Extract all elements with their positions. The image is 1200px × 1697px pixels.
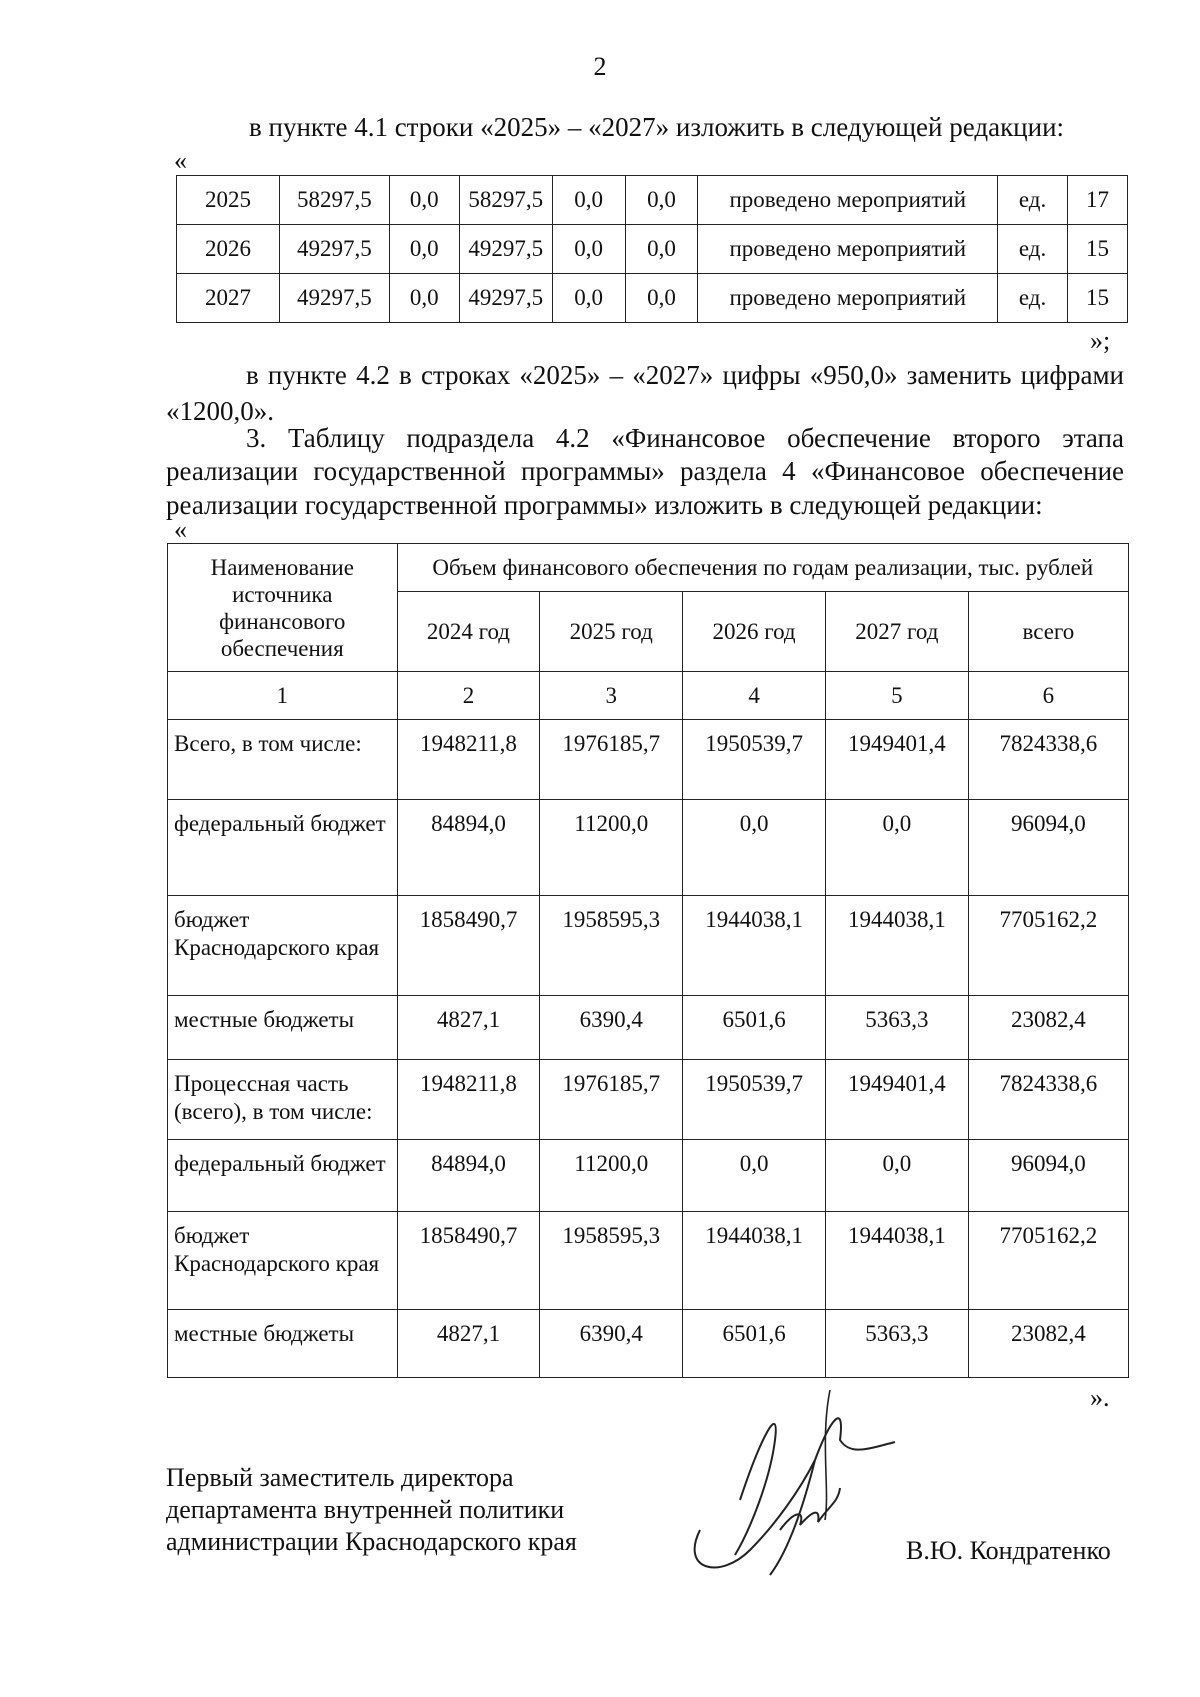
amount-cell: 0,0 [683,800,826,896]
paragraph-3-line-1: 3. Таблицу подраздела 4.2 «Финансовое обеспечение второго этапа [246,423,1124,453]
amount-cell: 84894,0 [397,800,540,896]
indicator-cell: 0,0 [389,176,459,225]
indicator-cell: проведено мероприятий [698,274,998,323]
volume-header: Объем финансового обеспечения по годам реализации, тыс. рублей [397,544,1128,592]
total-header: всего [968,592,1128,672]
indicator-cell: проведено мероприятий [698,225,998,274]
indicator-cell: 0,0 [552,176,625,225]
financing-row [168,800,1129,896]
indicator-cell: 58297,5 [459,176,552,225]
indicator-cell: 49297,5 [459,274,552,323]
column-number: 2 [397,672,540,720]
intro-paragraph-1: в пункте 4.1 строки «2025» – «2027» изложить в следующей редакции: [249,112,1065,142]
paragraph-2-line-1: в пункте 4.2 в строках «2025» – «2027» цифры «950,0» заменить цифрами [246,360,1124,390]
amount-cell: 0,0 [825,800,968,896]
handwritten-signature [680,1380,920,1600]
source-name-cell: местные бюджеты [168,1310,398,1378]
financing-row [168,1060,1129,1140]
indicator-cell: 0,0 [552,225,625,274]
column-number: 4 [683,672,826,720]
financing-row [168,1310,1129,1378]
amount-cell: 1950539,7 [683,1060,826,1140]
source-name-cell: бюджет Краснодарского края [168,896,398,996]
opening-quote-1: « [174,146,187,175]
amount-cell: 1976185,7 [540,1060,683,1140]
amount-cell: 4827,1 [397,996,540,1060]
amount-cell: 7705162,2 [968,1212,1128,1310]
indicator-cell: ед. [998,176,1068,225]
indicator-cell: 49297,5 [459,225,552,274]
financing-row [168,996,1129,1060]
year-header: 2025 год [540,592,683,672]
signer-position-line-2: департамента внутренней политики [166,1495,565,1524]
amount-cell: 6501,6 [683,996,826,1060]
source-name-cell: федеральный бюджет [168,1140,398,1212]
amount-cell: 11200,0 [540,800,683,896]
indicator-row [177,225,1128,274]
amount-cell: 1858490,7 [397,896,540,996]
amount-cell: 6390,4 [540,996,683,1060]
amount-cell: 1950539,7 [683,720,826,800]
amount-cell: 0,0 [825,1140,968,1212]
signer-name: В.Ю. Кондратенко [906,1536,1111,1565]
amount-cell: 1949401,4 [825,1060,968,1140]
indicator-cell: 2025 [177,176,280,225]
indicator-cell: 2027 [177,274,280,323]
paragraph-3-line-3: реализации государственной программы» изложить в следующей редакции: [166,490,1043,520]
year-header: 2026 год [683,592,826,672]
amount-cell: 1944038,1 [683,896,826,996]
amount-cell: 0,0 [683,1140,826,1212]
indicator-cell: 17 [1067,176,1127,225]
indicator-cell: 0,0 [389,274,459,323]
year-header: 2024 год [397,592,540,672]
indicator-cell: проведено мероприятий [698,176,998,225]
amount-cell: 11200,0 [540,1140,683,1212]
indicator-cell: 0,0 [389,225,459,274]
closing-quote-1: »; [1090,326,1111,355]
indicator-cell: ед. [998,274,1068,323]
amount-cell: 1958595,3 [540,1212,683,1310]
source-name-cell: местные бюджеты [168,996,398,1060]
amount-cell: 23082,4 [968,1310,1128,1378]
source-name-cell: Всего, в том числе: [168,720,398,800]
indicator-cell: 0,0 [625,225,698,274]
amount-cell: 96094,0 [968,800,1128,896]
amount-cell: 1976185,7 [540,720,683,800]
amount-cell: 4827,1 [397,1310,540,1378]
financing-row [168,1212,1129,1310]
indicator-cell: 15 [1067,225,1127,274]
amount-cell: 1948211,8 [397,720,540,800]
closing-quote-2: ». [1090,1383,1110,1412]
source-name-cell: бюджет Краснодарского края [168,1212,398,1310]
indicator-cell: 58297,5 [279,176,389,225]
amount-cell: 7824338,6 [968,720,1128,800]
financing-row [168,720,1129,800]
indicator-cell: ед. [998,225,1068,274]
paragraph-2-line-2: «1200,0». [166,396,274,426]
page-number: 2 [593,52,607,81]
amount-cell: 5363,3 [825,1310,968,1378]
amount-cell: 96094,0 [968,1140,1128,1212]
amount-cell: 7824338,6 [968,1060,1128,1140]
financing-table [167,543,1129,1378]
column-number: 3 [540,672,683,720]
indicator-cell: 49297,5 [279,274,389,323]
amount-cell: 1944038,1 [825,896,968,996]
amount-cell: 1858490,7 [397,1212,540,1310]
indicator-row [177,274,1128,323]
amount-cell: 1949401,4 [825,720,968,800]
indicator-cell: 0,0 [625,274,698,323]
column-number: 1 [168,672,398,720]
amount-cell: 1944038,1 [825,1212,968,1310]
amount-cell: 1948211,8 [397,1060,540,1140]
financing-row [168,1140,1129,1212]
column-number: 6 [968,672,1128,720]
amount-cell: 5363,3 [825,996,968,1060]
amount-cell: 6501,6 [683,1310,826,1378]
source-name-header: Наименование источника финансового обеспечения [168,544,398,672]
indicator-cell: 49297,5 [279,225,389,274]
year-header: 2027 год [825,592,968,672]
column-number: 5 [825,672,968,720]
indicator-cell: 0,0 [552,274,625,323]
source-name-cell: Процессная часть (всего), в том числе: [168,1060,398,1140]
indicator-cell: 2026 [177,225,280,274]
amount-cell: 7705162,2 [968,896,1128,996]
amount-cell: 84894,0 [397,1140,540,1212]
indicators-table [176,175,1128,323]
indicator-cell: 15 [1067,274,1127,323]
opening-quote-2: « [174,515,187,544]
amount-cell: 1944038,1 [683,1212,826,1310]
source-name-cell: федеральный бюджет [168,800,398,896]
signer-position-line-3: администрации Краснодарского края [166,1527,577,1556]
amount-cell: 1958595,3 [540,896,683,996]
indicator-row [177,176,1128,225]
signature-block [166,1462,577,1558]
amount-cell: 23082,4 [968,996,1128,1060]
indicator-cell: 0,0 [625,176,698,225]
financing-row [168,896,1129,996]
signer-position-line-1: Первый заместитель директора [166,1463,514,1492]
paragraph-3-line-2: реализации государственной программы» раздела 4 «Финансовое обеспечение [166,456,1124,486]
amount-cell: 6390,4 [540,1310,683,1378]
